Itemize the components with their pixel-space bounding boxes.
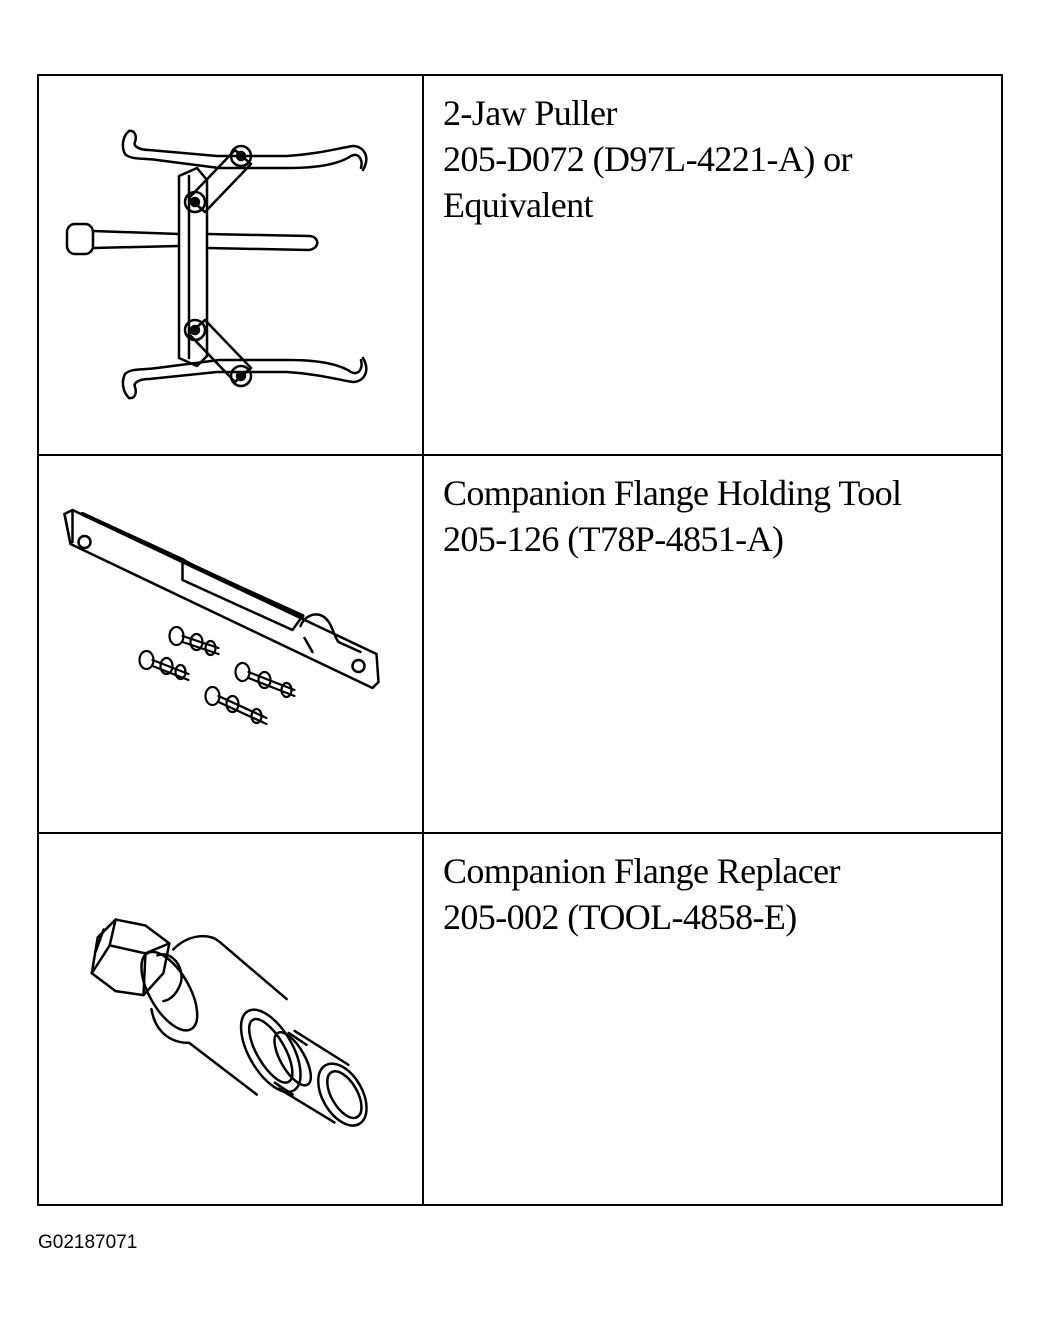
flange-holding-tool-icon xyxy=(39,456,422,832)
tool-name: Companion Flange Replacer xyxy=(443,851,840,891)
tool-row-flange-holding-tool xyxy=(39,454,1001,832)
tool-row-flange-replacer xyxy=(39,832,1001,1204)
tool-name: Companion Flange Holding Tool xyxy=(443,473,902,513)
tool-description-cell xyxy=(426,456,1001,832)
two-jaw-puller-icon xyxy=(39,76,422,454)
tool-description-cell xyxy=(426,76,1001,454)
tool-number: 205-D072 (D97L-4221-A) or xyxy=(443,139,852,179)
special-tools-table xyxy=(37,74,1003,1206)
tool-equivalent-note: Equivalent xyxy=(443,185,593,225)
flange-replacer-icon xyxy=(39,834,422,1204)
tool-number: 205-002 (TOOL-4858-E) xyxy=(443,897,797,937)
tool-description-cell xyxy=(426,834,1001,1204)
tool-name: 2-Jaw Puller xyxy=(443,93,617,133)
tool-illustration-cell xyxy=(39,834,424,1204)
tool-illustration-cell xyxy=(39,456,424,832)
tool-row-two-jaw-puller xyxy=(39,76,1001,454)
tool-number: 205-126 (T78P-4851-A) xyxy=(443,519,784,559)
tool-illustration-cell xyxy=(39,76,424,454)
figure-id-label: G02187071 xyxy=(38,1232,138,1253)
